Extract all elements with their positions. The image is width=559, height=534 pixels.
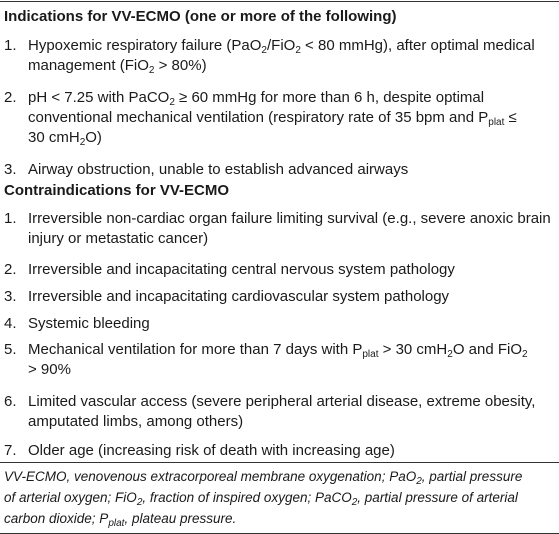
text-line bbox=[28, 442, 395, 459]
subscript: 2 bbox=[447, 349, 453, 360]
text-segment: ≥ 60 mmHg for more than 6 h, despite optimal bbox=[174, 89, 485, 106]
text-segment: > 30 cmH bbox=[378, 341, 448, 358]
text-segment: Irreversible and incapacitating central nervous system pathology bbox=[28, 261, 455, 278]
item-text bbox=[28, 36, 553, 76]
item-text bbox=[28, 287, 553, 307]
text-segment: Irreversible and incapacitating cardiovascular system pathology bbox=[28, 288, 450, 305]
item-text bbox=[28, 340, 553, 380]
text-segment: /FiO bbox=[266, 37, 296, 54]
text-segment: > 90% bbox=[28, 361, 71, 378]
text-segment: < 80 mmHg), after optimal medical bbox=[300, 37, 535, 54]
item-number: 6. bbox=[4, 393, 17, 410]
text-line bbox=[28, 109, 517, 126]
top-rule bbox=[0, 1, 559, 2]
subscript: 2 bbox=[148, 65, 155, 76]
text-line bbox=[28, 161, 408, 178]
text-segment: ≤ bbox=[504, 109, 517, 126]
text-line bbox=[4, 511, 237, 529]
item-text bbox=[28, 160, 553, 180]
text-segment: > 80%) bbox=[154, 57, 207, 74]
subscript: plat bbox=[362, 349, 379, 360]
text-segment: 30 cmH bbox=[28, 129, 80, 146]
text-line bbox=[4, 469, 523, 487]
item-number: 1. bbox=[4, 210, 17, 227]
item-number: 2. bbox=[4, 261, 17, 278]
text-segment: conventional mechanical ventilation (respiratory rate of 35 bpm and P bbox=[28, 109, 489, 126]
text-line bbox=[28, 413, 243, 430]
text-segment: Irreversible non-cardiac organ failure limiting survival (e.g., severe anoxic brain bbox=[28, 210, 551, 227]
text-segment: Airway obstruction, unable to establish advanced airways bbox=[28, 161, 409, 178]
text-segment: Older age (increasing risk of death with increasing age) bbox=[28, 442, 395, 459]
subscript: 2 bbox=[416, 476, 422, 487]
text-segment: , plateau pressure. bbox=[124, 511, 237, 526]
text-line bbox=[4, 490, 518, 508]
text-segment: of arterial oxygen; FiO bbox=[4, 490, 137, 505]
subscript: 2 bbox=[79, 137, 86, 148]
item-number: 3. bbox=[4, 288, 17, 305]
text-segment: carbon dioxide; P bbox=[4, 511, 109, 526]
text-line bbox=[28, 341, 528, 358]
subscript: 2 bbox=[261, 45, 267, 56]
subscript: 2 bbox=[136, 497, 143, 508]
item-text bbox=[28, 392, 553, 432]
item-number: 3. bbox=[4, 161, 17, 178]
text-line bbox=[28, 361, 71, 378]
text-segment: Limited vascular access (severe peripheral arterial disease, extreme obesity, bbox=[28, 393, 536, 410]
text-segment: O and FiO bbox=[452, 341, 523, 358]
text-segment: Hypoxemic respiratory failure (PaO bbox=[28, 37, 262, 54]
contraindications-heading: Contraindications for VV-ECMO bbox=[4, 182, 230, 199]
item-text bbox=[28, 260, 553, 280]
item-number: 7. bbox=[4, 442, 17, 459]
subscript: 2 bbox=[351, 497, 358, 508]
text-line bbox=[28, 315, 150, 332]
text-segment: , partial pressure of arterial bbox=[357, 490, 518, 505]
item-text bbox=[28, 314, 553, 334]
subscript: plat bbox=[488, 117, 505, 128]
text-segment: O) bbox=[85, 129, 102, 146]
item-number: 1. bbox=[4, 37, 17, 54]
text-line bbox=[28, 261, 455, 278]
indications-heading: Indications for VV-ECMO (one or more of the following) bbox=[4, 8, 397, 25]
text-segment: Systemic bleeding bbox=[28, 315, 150, 332]
text-segment: management (FiO bbox=[28, 57, 149, 74]
item-number: 2. bbox=[4, 89, 17, 106]
text-segment: , partial pressure bbox=[421, 469, 523, 484]
text-line bbox=[28, 230, 208, 247]
text-segment: injury or metastatic cancer) bbox=[28, 230, 209, 247]
text-segment: , fraction of inspired oxygen; PaCO bbox=[142, 490, 352, 505]
text-line bbox=[28, 57, 207, 74]
text-segment: pH < 7.25 with PaCO bbox=[28, 89, 170, 106]
text-segment: VV-ECMO, venovenous extracorporeal membrane oxygenation; PaO bbox=[4, 469, 417, 484]
subscript: 2 bbox=[295, 45, 301, 56]
subscript: 2 bbox=[169, 97, 175, 108]
text-line bbox=[28, 37, 535, 54]
item-text bbox=[28, 441, 553, 461]
item-text bbox=[28, 88, 553, 148]
text-line bbox=[28, 288, 449, 305]
text-segment: Mechanical ventilation for more than 7 days with P bbox=[28, 341, 363, 358]
text-line bbox=[28, 129, 102, 146]
subscript: plat bbox=[108, 518, 125, 529]
text-line bbox=[28, 89, 484, 106]
item-number: 4. bbox=[4, 315, 17, 332]
middle-rule bbox=[0, 462, 559, 463]
item-text bbox=[28, 209, 553, 249]
table-footnote bbox=[4, 466, 556, 529]
subscript: 2 bbox=[522, 349, 528, 360]
text-line bbox=[28, 393, 535, 410]
text-segment: amputated limbs, among others) bbox=[28, 413, 244, 430]
item-number: 5. bbox=[4, 341, 17, 358]
text-line bbox=[28, 210, 551, 227]
